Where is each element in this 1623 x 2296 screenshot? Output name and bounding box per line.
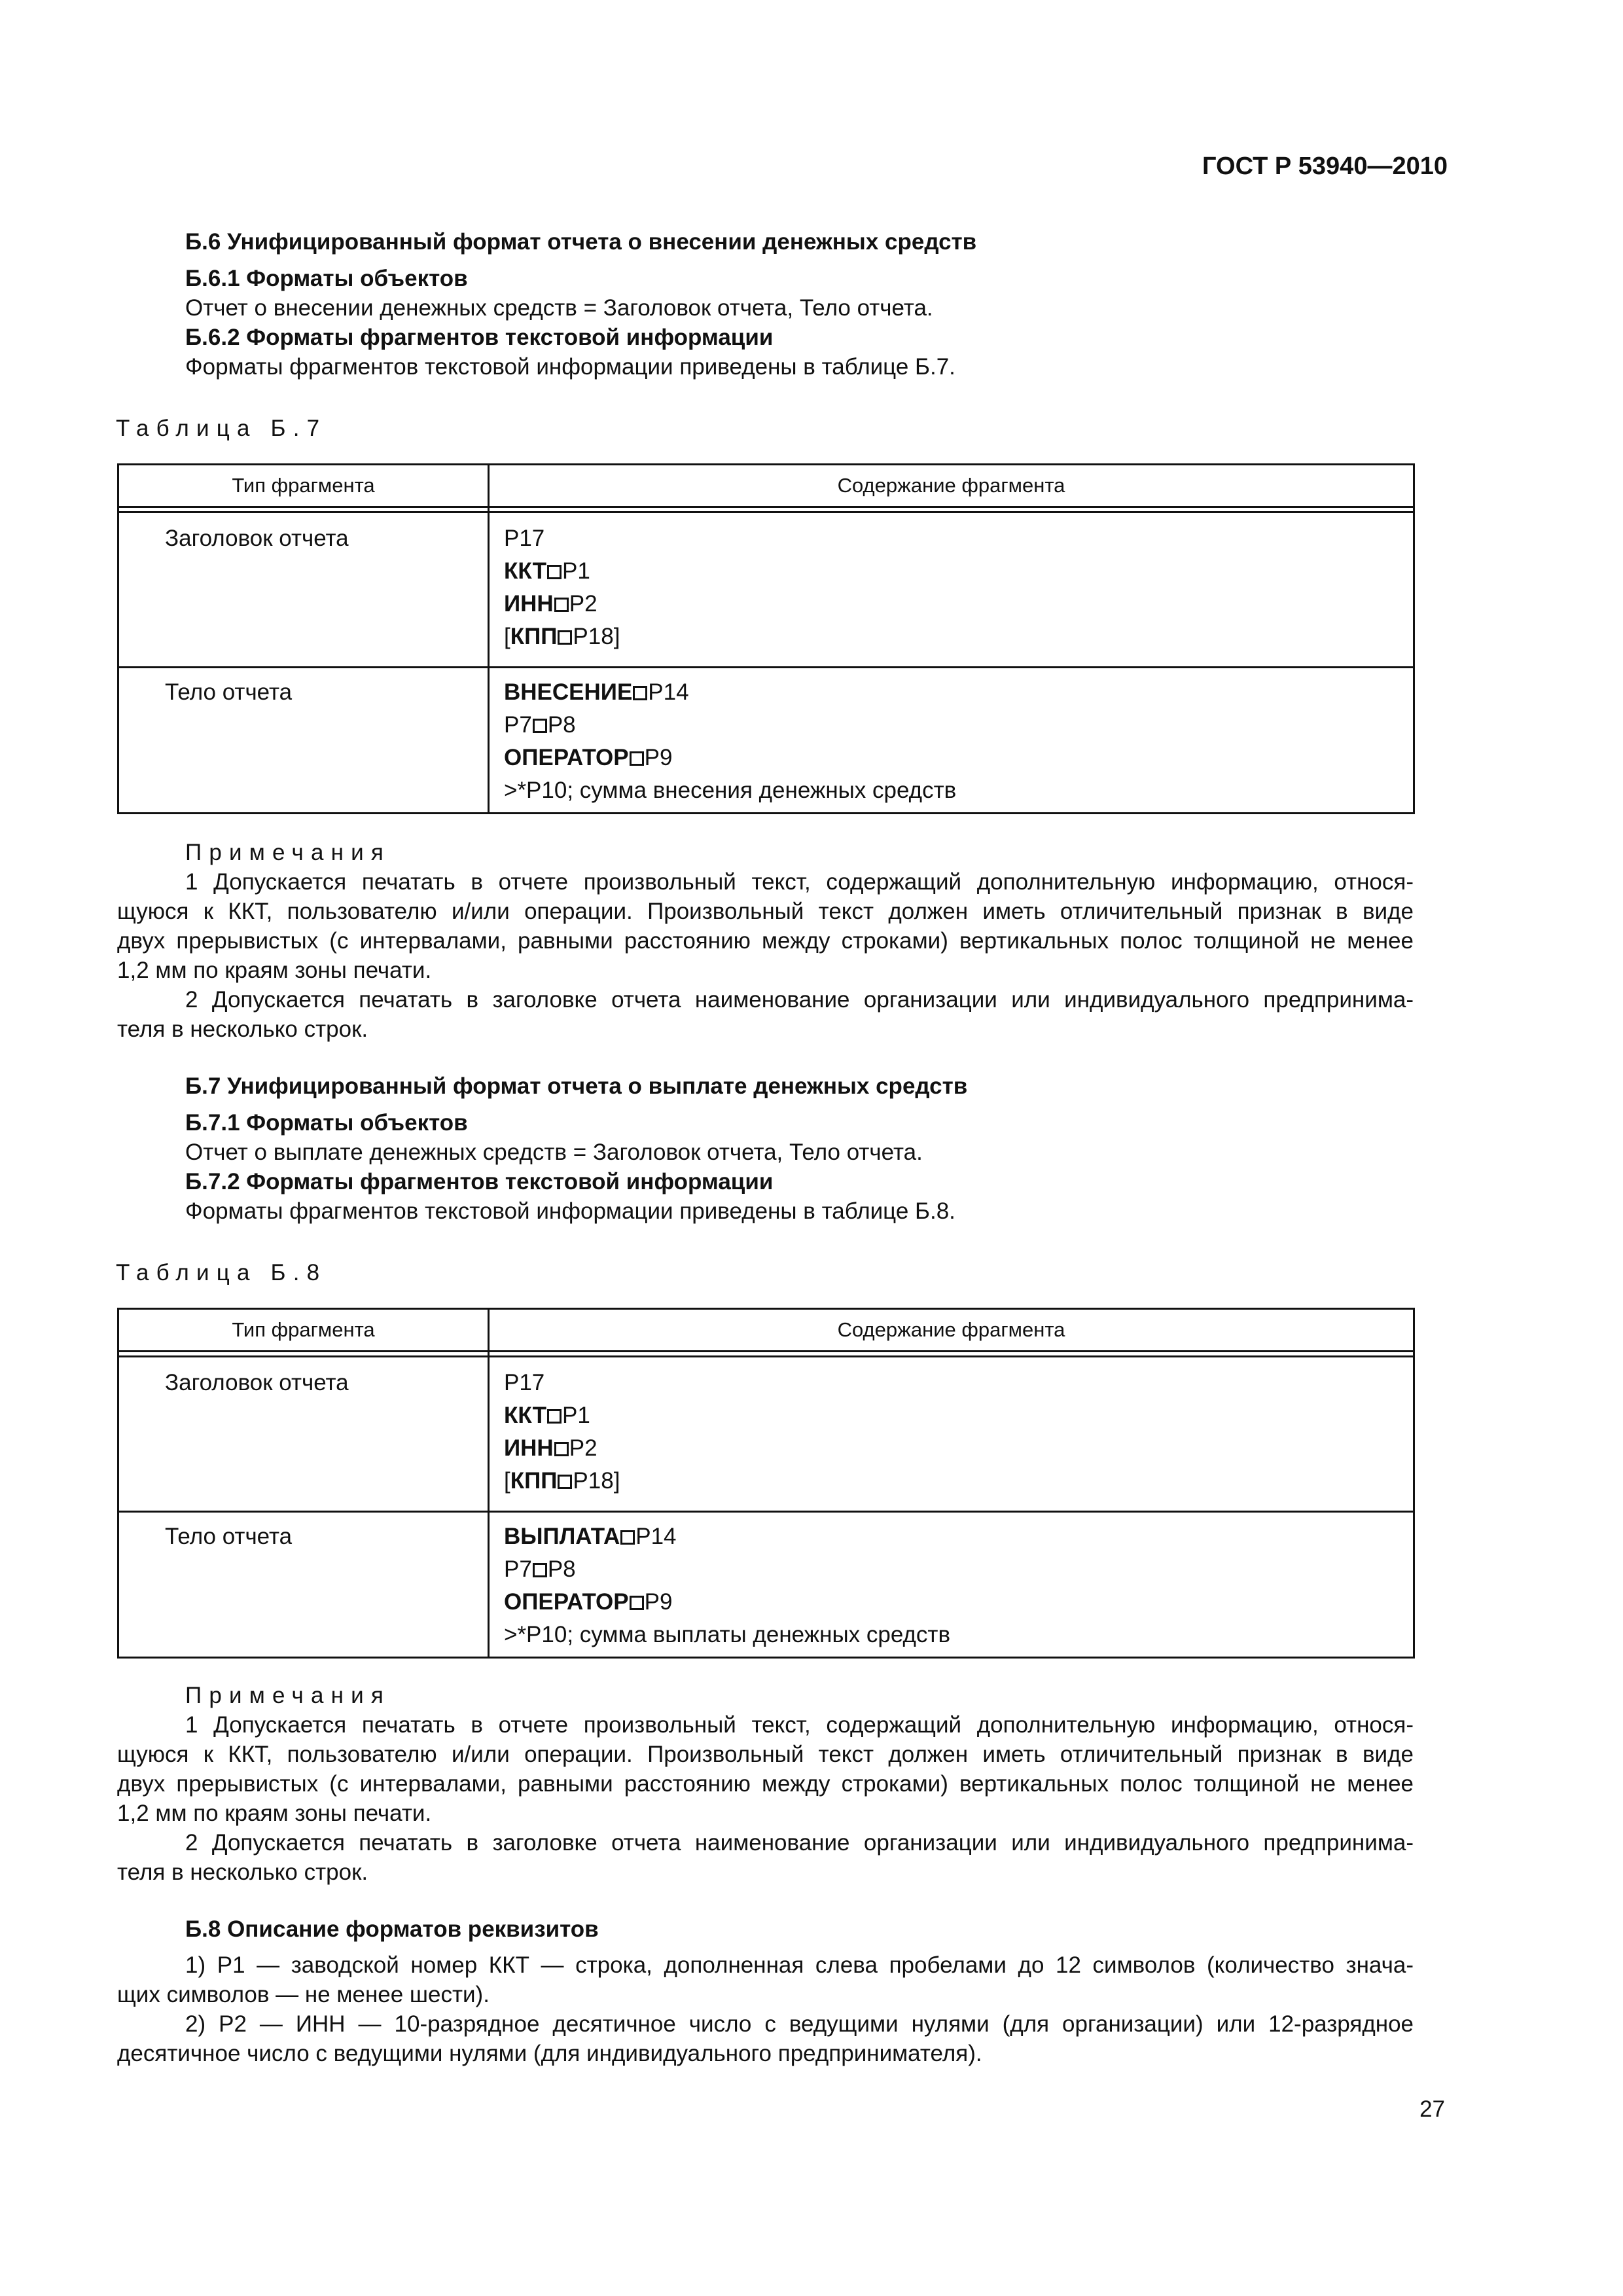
space-symbol-icon <box>633 686 647 700</box>
notes-b8-n2-line1: 2 Допускается печатать в заголовке отчета наименование организации или индивидуального предпринима- <box>185 1830 1414 1856</box>
table-b8-header-content: Содержание фрагмента <box>489 1309 1414 1352</box>
bold-token: ИНН <box>504 591 554 617</box>
table-b7-row2-type: Тело отчета <box>118 668 489 814</box>
section-b7-2-text: Форматы фрагментов текстовой информации приведены в таблице Б.8. <box>185 1198 955 1224</box>
space-symbol-icon <box>547 1409 562 1424</box>
notes-b8-n2-line2: теля в несколько строк. <box>117 1859 368 1885</box>
section-b7-1-text: Отчет о выплате денежных средств = Заголовок отчета, Тело отчета. <box>185 1139 923 1165</box>
section-b8-title: Б.8 Описание форматов реквизитов <box>185 1916 599 1942</box>
space-symbol-icon <box>558 630 572 645</box>
field-token: Р18] <box>573 1468 620 1494</box>
space-symbol-icon <box>620 1530 635 1545</box>
bold-token: ВНЕСЕНИЕ <box>504 679 633 705</box>
content-line <box>504 1465 1413 1498</box>
content-line <box>504 742 1413 774</box>
notes-b7-n1-line2: щуюся к ККТ, пользователю и/или операции. Произвольный текст должен иметь отличительный признак в виде <box>117 899 1414 924</box>
field-token: Р9 <box>644 745 673 770</box>
notes-b8-title: Примечания <box>185 1683 391 1708</box>
content-line <box>504 1432 1413 1465</box>
bracket-token: [ <box>504 624 510 649</box>
field-token: Р7 <box>504 1556 532 1582</box>
table-b7-header-content: Содержание фрагмента <box>489 465 1414 507</box>
table-row <box>118 1357 1414 1512</box>
content-line: >*Р10; сумма внесения денежных средств <box>504 778 957 803</box>
table-b8-header-type: Тип фрагмента <box>118 1309 489 1352</box>
field-token: Р9 <box>644 1589 673 1615</box>
content-line <box>504 709 1413 742</box>
space-symbol-icon <box>554 598 569 612</box>
table-b8-row2-type: Тело отчета <box>118 1512 489 1658</box>
section-b6-title: Б.6 Унифицированный формат отчета о внесении денежных средств <box>185 229 977 255</box>
table-b7 <box>117 463 1415 814</box>
section-b8-p2-line1: 2) Р2 — ИНН — 10-разрядное десятичное число с ведущими нулями (для организации) или 12-разрядное <box>185 2011 1414 2037</box>
section-b6-2-title: Б.6.2 Форматы фрагментов текстовой информации <box>185 325 774 350</box>
bold-token: ИНН <box>504 1435 554 1461</box>
table-b8-row1-content <box>489 1357 1414 1512</box>
notes-b8-n1-line4: 1,2 мм по краям зоны печати. <box>117 1801 432 1826</box>
content-line <box>504 676 1413 709</box>
space-symbol-icon <box>554 1442 569 1456</box>
notes-b7-n1-line4: 1,2 мм по краям зоны печати. <box>117 958 432 983</box>
table-row <box>118 668 1414 814</box>
table-b8-row1-type: Заголовок отчета <box>118 1357 489 1512</box>
section-b8-p1-line2: щих символов — не менее шести). <box>117 1982 490 2007</box>
document-standard-number: ГОСТ Р 53940—2010 <box>1202 152 1448 180</box>
table-row <box>118 1512 1414 1658</box>
field-token: Р18] <box>573 624 620 649</box>
table-b8-header-gap <box>489 1352 1414 1357</box>
content-line: >*Р10; сумма выплаты денежных средств <box>504 1622 951 1647</box>
bold-token: ОПЕРАТОР <box>504 745 629 770</box>
table-b7-header-gap <box>489 507 1414 512</box>
bold-token: КПП <box>510 1468 558 1494</box>
notes-b7-title: Примечания <box>185 840 391 865</box>
content-line <box>504 1586 1413 1619</box>
notes-b7-n1-line1: 1 Допускается печатать в отчете произвольный текст, содержащий дополнительную информацию, относя- <box>185 869 1414 895</box>
bold-token: ККТ <box>504 558 546 584</box>
table-b7-header-type: Тип фрагмента <box>118 465 489 507</box>
bold-token: КПП <box>510 624 558 649</box>
notes-b8-n1-line3: двух прерывистых (с интервалами, равными расстоянию между строками) вертикальных полос толщиной не менее <box>117 1771 1414 1797</box>
field-token: Р1 <box>562 558 590 584</box>
table-b7-caption: Таблица Б.7 <box>116 416 327 441</box>
content-line <box>504 1399 1413 1432</box>
bold-token: ВЫПЛАТА <box>504 1524 620 1549</box>
section-b7-2-title: Б.7.2 Форматы фрагментов текстовой информации <box>185 1169 774 1194</box>
table-b8-caption: Таблица Б.8 <box>116 1260 327 1285</box>
notes-b8-n1-line2: щуюся к ККТ, пользователю и/или операции. Произвольный текст должен иметь отличительный признак в виде <box>117 1742 1414 1767</box>
content-line <box>504 1520 1413 1553</box>
field-token: Р8 <box>547 1556 576 1582</box>
field-token: Р2 <box>569 1435 597 1461</box>
field-token: Р14 <box>648 679 689 705</box>
notes-b7-n2-line2: теля в несколько строк. <box>117 1016 368 1042</box>
table-b8-header-gap <box>118 1352 489 1357</box>
notes-b7-n2-line1: 2 Допускается печатать в заголовке отчета наименование организации или индивидуального предпринима- <box>185 987 1414 1013</box>
table-b8 <box>117 1308 1415 1659</box>
section-b6-2-text: Форматы фрагментов текстовой информации приведены в таблице Б.7. <box>185 354 955 380</box>
table-b7-row1-type: Заголовок отчета <box>118 512 489 668</box>
field-token: Р2 <box>569 591 597 617</box>
table-b7-row1-content <box>489 512 1414 668</box>
content-line <box>504 555 1413 588</box>
table-b7-row2-content <box>489 668 1414 814</box>
content-line <box>504 1553 1413 1586</box>
section-b7-1-title: Б.7.1 Форматы объектов <box>185 1110 468 1136</box>
table-b7-header-gap <box>118 507 489 512</box>
space-symbol-icon <box>547 565 562 579</box>
table-b8-row2-content <box>489 1512 1414 1658</box>
space-symbol-icon <box>558 1475 572 1489</box>
content-line: Р17 <box>504 526 545 551</box>
field-token: Р1 <box>562 1403 590 1428</box>
section-b6-1-title: Б.6.1 Форматы объектов <box>185 266 468 291</box>
space-symbol-icon <box>630 1596 644 1610</box>
space-symbol-icon <box>533 1563 547 1577</box>
field-token: Р14 <box>635 1524 677 1549</box>
content-line: Р17 <box>504 1370 545 1395</box>
section-b7-title: Б.7 Унифицированный формат отчета о выплате денежных средств <box>185 1073 968 1099</box>
section-b6-1-text: Отчет о внесении денежных средств = Заголовок отчета, Тело отчета. <box>185 295 933 321</box>
field-token: Р8 <box>547 712 576 738</box>
space-symbol-icon <box>533 719 547 733</box>
section-b8-p2-line2: десятичное число с ведущими нулями (для индивидуального предпринимателя). <box>117 2041 982 2066</box>
bold-token: ОПЕРАТОР <box>504 1589 629 1615</box>
content-line <box>504 620 1413 653</box>
notes-b8-n1-line1: 1 Допускается печатать в отчете произвольный текст, содержащий дополнительную информацию, относя- <box>185 1712 1414 1738</box>
page-number: 27 <box>1419 2096 1445 2122</box>
space-symbol-icon <box>630 751 644 766</box>
bold-token: ККТ <box>504 1403 546 1428</box>
bracket-token: [ <box>504 1468 510 1494</box>
notes-b7-n1-line3: двух прерывистых (с интервалами, равными расстоянию между строками) вертикальных полос толщиной не менее <box>117 928 1414 954</box>
content-line <box>504 588 1413 620</box>
table-row <box>118 512 1414 668</box>
section-b8-p1-line1: 1) Р1 — заводской номер ККТ — строка, дополненная слева пробелами до 12 символов (количество знача- <box>185 1952 1414 1978</box>
field-token: Р7 <box>504 712 532 738</box>
